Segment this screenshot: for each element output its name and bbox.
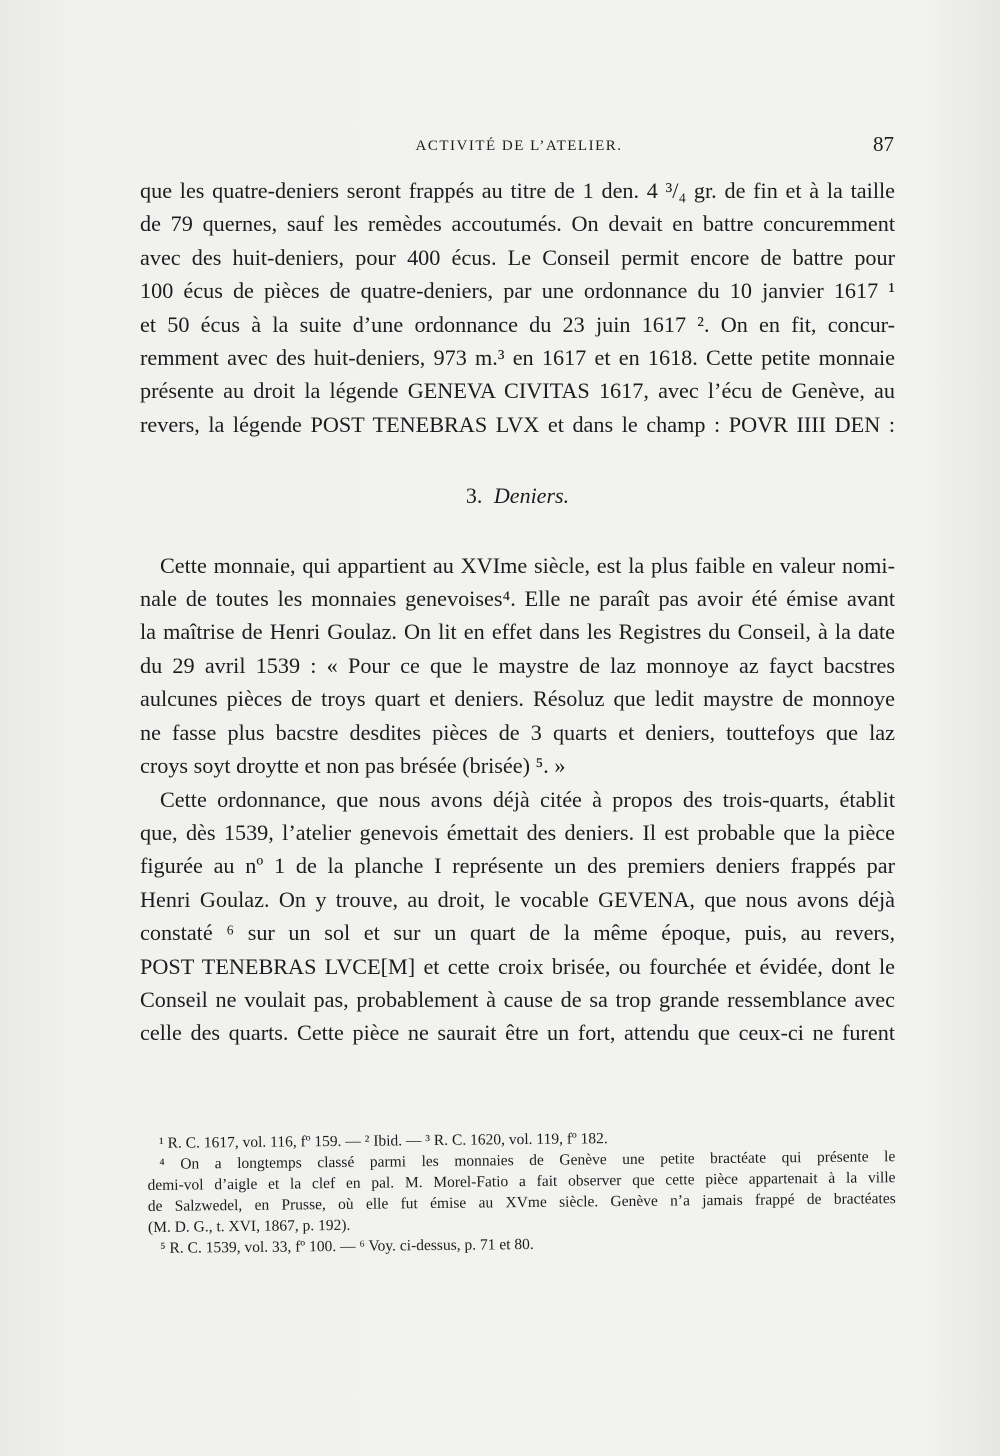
text-line: Conseil ne voulait pas, probablement à cause de sa trop grande ressemblance avec — [140, 986, 895, 1012]
text-line: du 29 avril 1539 : « Pour ce que le maystre de laz monnoye az fayct bacstres — [140, 652, 895, 678]
running-head — [140, 132, 898, 162]
footnote-line: ⁵ R. C. 1539, vol. 33, fº 100. — ⁶ Voy. ci-dessus, p. 71 et 80. — [160, 1235, 534, 1257]
text-line: remment avec des huit-deniers, 973 m.³ en 1617 et en 1618. Cette petite monnaie — [140, 345, 895, 371]
footnote-line: de Salzwedel, en Prusse, où elle fut émise au XVme siècle. Genève n’a jamais frappé de bractéates — [147, 1190, 896, 1215]
section-number: 3. — [465, 483, 483, 509]
text-line: nale de toutes les monnaies genevoises⁴. Elle ne paraît pas avoir été émise avant — [140, 586, 895, 612]
running-title: ACTIVITÉ DE L’ATELIER. — [415, 138, 623, 154]
text-line: que les quatre-deniers seront frappés au titre de 1 den. 4 ³/₄ gr. de fin et à la taille — [140, 178, 895, 203]
text-line: Cette monnaie, qui appartient au XVIme siècle, est la plus faible en valeur nomi- — [160, 552, 895, 578]
footnote-line: ¹ R. C. 1617, vol. 116, fº 159. — ² Ibid. — ³ R. C. 1620, vol. 119, fº 182. — [159, 1130, 608, 1152]
text-line: que, dès 1539, l’atelier genevois émettait des deniers. Il est probable que la pièce — [140, 819, 895, 845]
text-line: et 50 écus à la suite d’une ordonnance du 23 juin 1617 ². On en fit, concur- — [140, 311, 895, 337]
text-line: de 79 quernes, sauf les remèdes accoutumés. On devait en battre concuremment — [140, 211, 895, 237]
text-line: la maîtrise de Henri Goulaz. On lit en effet dans les Registres du Conseil, à la date — [140, 619, 895, 645]
footnote-line: demi-vol d’aigle et la clef en pal. M. Morel-Fatio a fait observer que cette pièce appartenait à la ville — [147, 1169, 896, 1194]
section-title: Deniers. — [493, 483, 570, 509]
text-line: constaté ⁶ sur un sol et sur un quart de la même époque, puis, au revers, — [140, 920, 895, 946]
footnote-line: ⁴ On a longtemps classé parmi les monnaies de Genève une petite bractéate qui présente le — [159, 1148, 896, 1173]
footnote-line: (M. D. G., t. XVI, 1867, p. 192). — [147, 1216, 351, 1236]
text-line: présente au droit la légende GENEVA CIVITAS 1617, avec l’écu de Genève, au — [140, 378, 895, 404]
text-line: 100 écus de pièces de quatre-deniers, par une ordonnance du 10 janvier 1617 ¹ — [140, 278, 895, 304]
text-line: aulcunes pièces de troys quart et deniers. Résoluz que ledit maystre de monnoye — [140, 686, 895, 712]
page-number: 87 — [873, 132, 894, 156]
text-line: POST TENEBRAS LVCE[M] et cette croix brisée, ou fourchée et évidée, dont le — [140, 953, 895, 979]
text-line: figurée au nº 1 de la planche I représente un des premiers deniers frappés par — [140, 853, 895, 879]
main-text — [140, 174, 895, 1050]
text-line: Cette ordonnance, que nous avons déjà citée à propos des trois-quarts, établit — [160, 786, 895, 812]
text-line: celle des quarts. Cette pièce ne saurait être un fort, attendu que ceux-ci ne furent — [140, 1020, 895, 1046]
text-line: croys soyt droytte et non pas brésée (brisée) ⁵. » — [140, 753, 566, 779]
text-line: Henri Goulaz. On y trouve, au droit, le vocable GEVENA, que nous avons déjà — [140, 886, 895, 912]
text-line: avec des huit-deniers, pour 400 écus. Le Conseil permit encore de battre pour — [140, 244, 895, 270]
paragraph-deniers-intro — [140, 549, 895, 783]
footnotes — [147, 1125, 896, 1259]
section-heading — [140, 479, 895, 512]
paragraph-quatre-deniers — [140, 174, 895, 441]
text-line: revers, la légende POST TENEBRAS LVX et dans le champ : POVR IIII DEN : — [140, 411, 895, 437]
text-line: ne fasse plus bacstre desdites pièces de 3 quarts et deniers, touttefoys que laz — [140, 719, 895, 745]
paragraph-ordonnance — [140, 783, 895, 1050]
